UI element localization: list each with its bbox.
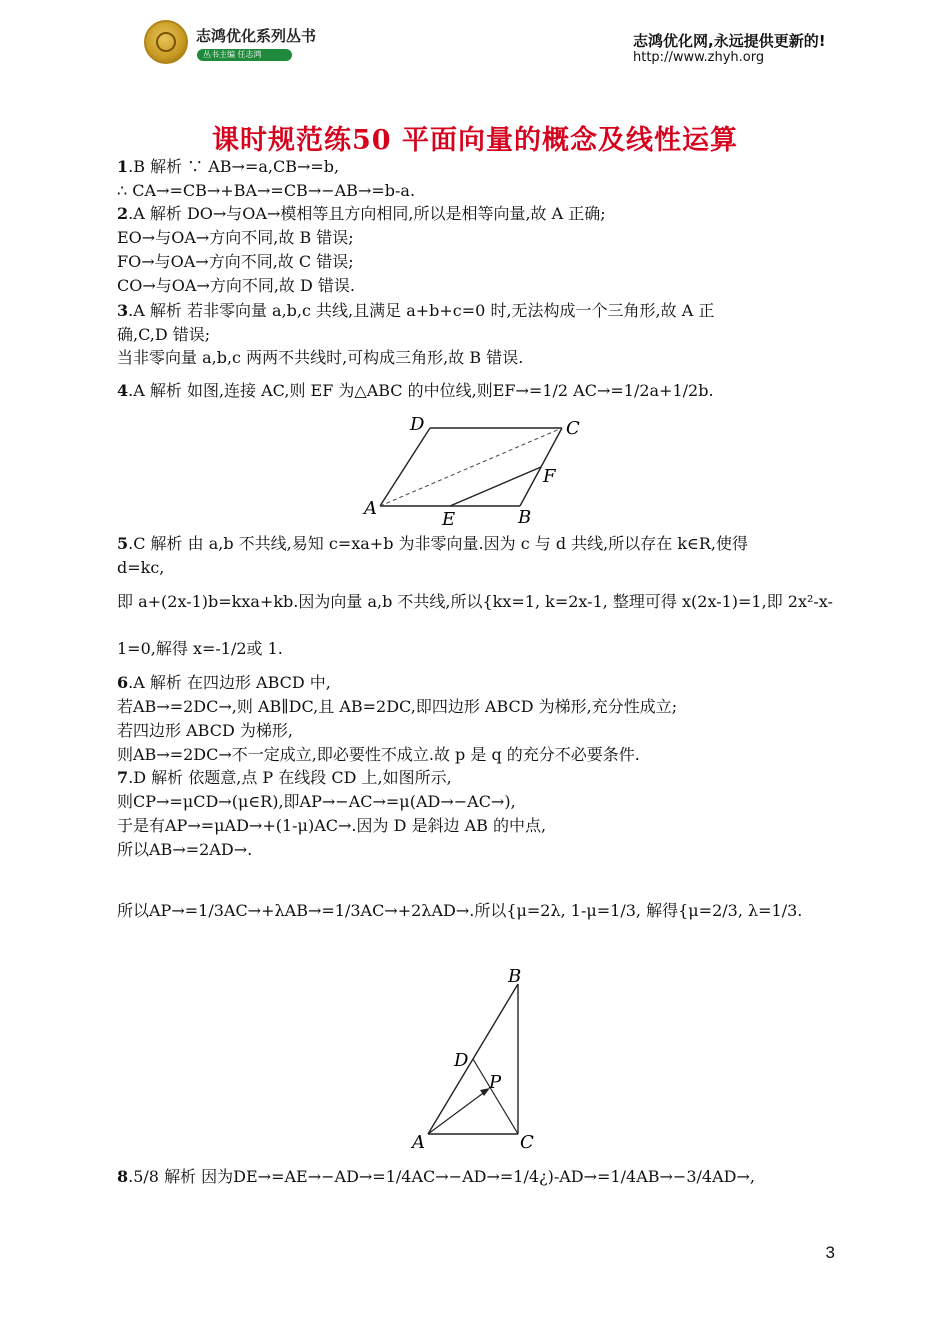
- label-b: B: [518, 507, 532, 528]
- site-url[interactable]: http://www.zhyh.org: [633, 50, 765, 65]
- site-slogan: 志鸿优化网,永远提供更新的!: [633, 32, 826, 50]
- answer-line: 4.A 解析 如图,连接 AC,则 EF 为△ABC 的中位线,则EF→=1/2 AC→=1/2a+1/2b.: [117, 381, 714, 400]
- figure-triangle: [400, 962, 560, 1158]
- label-e: E: [442, 509, 456, 530]
- answer-line: 2.A 解析 DO→与OA→模相等且方向相同,所以是相等向量,故 A 正确;: [117, 204, 606, 223]
- answer-line: 所以AP→=1/3AC→+λAB→=1/3AC→+2λAD→.所以{μ=2λ, 1-μ=1/3, 解得{μ=2/3, λ=1/3.: [117, 901, 803, 920]
- label-b: B: [508, 966, 522, 987]
- label-a: A: [412, 1132, 425, 1153]
- label-c: C: [520, 1132, 534, 1153]
- answer-line: 8.5/8 解析 因为DE→=AE→−AD→=1/4AC→−AD→=1/4¿)-AD→=1/4AB→−3/4AD→,: [117, 1167, 755, 1186]
- answer-line: CO→与OA→方向不同,故 D 错误.: [117, 276, 356, 295]
- answer-line: 若AB→=2DC→,则 AB∥DC,且 AB=2DC,即四边形 ABCD 为梯形,充分性成立;: [117, 697, 678, 716]
- answer-line: 所以AB→=2AD→.: [117, 840, 253, 859]
- label-f: F: [543, 466, 556, 487]
- answer-line: 1.B 解析 ∵ AB→=a,CB→=b,: [117, 157, 340, 176]
- answer-line: 1=0,解得 x=-1/2或 1.: [117, 639, 283, 658]
- answer-line: 3.A 解析 若非零向量 a,b,c 共线,且满足 a+b+c=0 时,无法构成一个三角形,故 A 正: [117, 301, 715, 320]
- answer-line: d=kc,: [117, 558, 165, 577]
- answer-line: 则AB→=2DC→不一定成立,即必要性不成立.故 p 是 q 的充分不必要条件.: [117, 745, 640, 764]
- answer-line: 即 a+(2x-1)b=kxa+kb.因为向量 a,b 不共线,所以{kx=1, k=2x-1, 整理可得 x(2x-1)=1,即 2x²-x-: [117, 592, 833, 611]
- page-title: 课时规范练50 平面向量的概念及线性运算: [212, 125, 738, 156]
- answer-line: 7.D 解析 依题意,点 P 在线段 CD 上,如图所示,: [117, 768, 452, 787]
- page-number: 3: [825, 1243, 835, 1262]
- answer-line: 确,C,D 错误;: [117, 325, 211, 344]
- answer-line: 6.A 解析 在四边形 ABCD 中,: [117, 673, 331, 692]
- label-p: P: [489, 1072, 502, 1093]
- answer-line: 5.C 解析 由 a,b 不共线,易知 c=xa+b 为非零向量.因为 c 与 d 共线,所以存在 k∈R,使得: [117, 534, 748, 553]
- publisher-logo-icon: [144, 20, 188, 64]
- answer-line: 于是有AP→=μAD→+(1-μ)AC→.因为 D 是斜边 AB 的中点,: [117, 816, 547, 835]
- answer-line: 当非零向量 a,b,c 两两不共线时,可构成三角形,故 B 错误.: [117, 348, 524, 367]
- label-d: D: [454, 1050, 469, 1071]
- answer-line: 若四边形 ABCD 为梯形,: [117, 721, 293, 740]
- answer-line: ∴ CA→=CB→+BA→=CB→−AB→=b-a.: [117, 181, 416, 200]
- label-d: D: [410, 414, 425, 435]
- label-a: A: [364, 498, 377, 519]
- figure-parallelogram: [350, 410, 600, 530]
- editor-label: 丛书主编 任志鸿: [197, 49, 292, 61]
- answer-line: EO→与OA→方向不同,故 B 错误;: [117, 228, 354, 247]
- answer-line: 则CP→=μCD→(μ∈R),即AP→−AC→=μ(AD→−AC→),: [117, 792, 516, 811]
- label-c: C: [566, 418, 580, 439]
- answer-line: FO→与OA→方向不同,故 C 错误;: [117, 252, 354, 271]
- series-name: 志鸿优化系列丛书: [196, 27, 317, 45]
